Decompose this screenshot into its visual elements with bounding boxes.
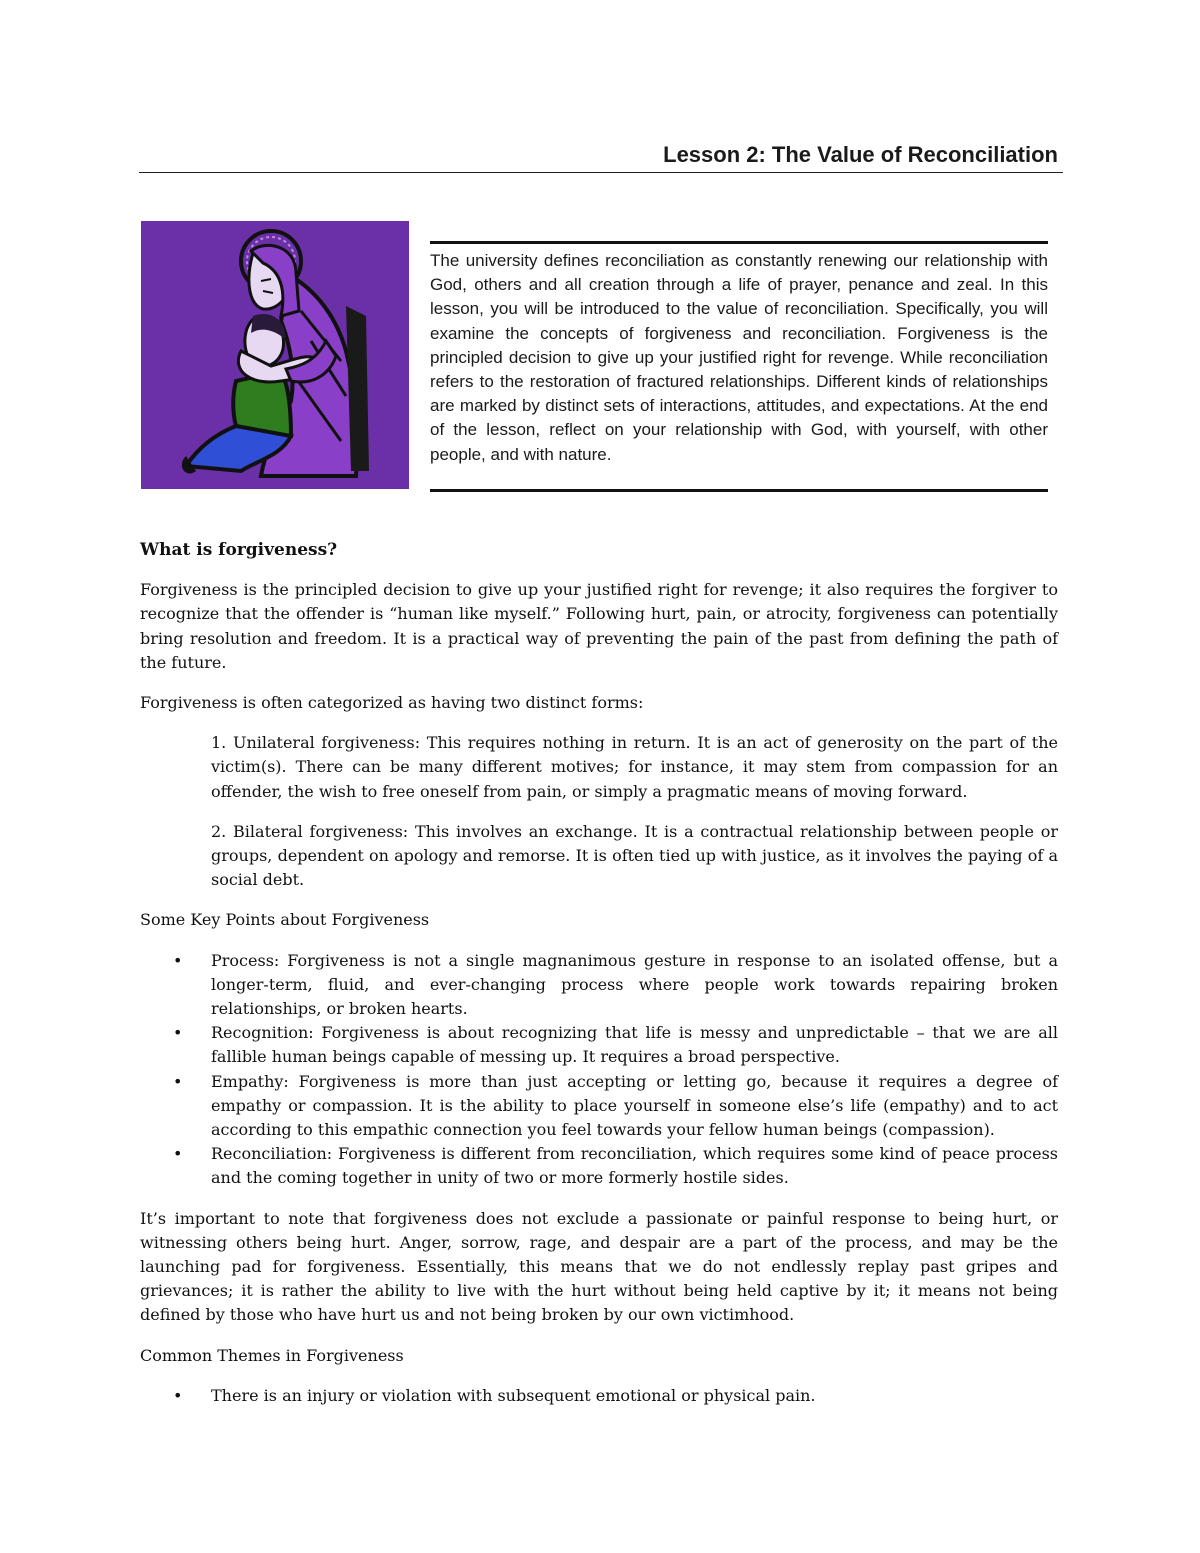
intro-box <box>430 241 1048 492</box>
numbered-item: 2. Bilateral forgiveness: This involves an exchange. It is a contractual relationship between people or groups, dependent on apology and remorse. It is often tied up with justice, as it involves the paying of a social debt. <box>211 821 1058 890</box>
list-item <box>140 949 1058 1022</box>
list-item <box>140 1021 1058 1069</box>
list-item-text: Process: Forgiveness is not a single magnanimous gesture in response to an isolated offense, but a longer-term, fluid, and ever-changing process where people work towards repairing broken relationships, or broken hearts. <box>211 950 1058 1019</box>
list-item-text: Reconciliation: Forgiveness is different from reconciliation, which requires some kind of peace process and the coming together in unity of two or more formerly hostile sides. <box>211 1144 1058 1188</box>
bullet-icon: • <box>173 950 183 970</box>
lesson-title: Lesson 2: The Value of Reconciliation <box>663 142 1058 167</box>
paragraph: It’s important to note that forgiveness does not exclude a passionate or painful response to being hurt, or witnessing others being hurt. Anger, sorrow, rage, and despair are a part of the process, and may be the launching pad for forgiveness. Essentially, this means that we do not endlessly replay past gripes and grievances; it is rather the ability to live with the hurt without being held captive by it; it means not being defined by those who have hurt us and not being broken by our own victimhood. <box>140 1208 1058 1325</box>
paragraph: Forgiveness is the principled decision to give up your justified right for revenge; it also requires the forgiver to recognize that the offender is “human like myself.” Following hurt, pain, or atrocity, forgiveness can potentially bring resolution and freedom. It is a practical way of preventing the pain of the past from defining the path of the future. <box>140 580 1058 672</box>
bullet-icon: • <box>173 1385 183 1405</box>
list-item-text: Empathy: Forgiveness is more than just accepting or letting go, because it requires a degree of empathy or compassion. It is the ability to place yourself in someone else’s life (empathy) and to act according to this empathic connection you feel towards your fellow human beings (compassion). <box>211 1071 1058 1140</box>
intro-text: The university defines reconciliation as constantly renewing our relationship with God, others and all creation through a life of prayer, penance and zeal. In this lesson, you will be introduced to the value of reconciliation. Specifically, you will examine the concepts of forgiveness and reconciliation. Forgiveness is the principled decision to give up your justified right for revenge. While reconciliation refers to the restoration of fractured relationships. Different kinds of relationships are marked by distinct sets of interactions, attitudes, and expectations. At the end of the lesson, reflect on your relationship with God, with yourself, with other people, and with nature. <box>430 251 1048 464</box>
numbered-item: 1. Unilateral forgiveness: This requires nothing in return. It is an act of generosity on the part of the victim(s). There can be many different motives; for instance, it may stem from compassion for an offender, the wish to free oneself from pain, or simply a pragmatic means of moving forward. <box>211 733 1058 801</box>
section-heading: What is forgiveness? <box>140 540 338 560</box>
embrace-illustration <box>141 221 409 489</box>
subheading: Some Key Points about Forgiveness <box>140 910 430 930</box>
bullet-icon: • <box>173 1071 183 1091</box>
list-item <box>140 1384 1058 1408</box>
bullet-icon: • <box>173 1023 183 1043</box>
header-rule <box>139 172 1063 173</box>
list-item-text: There is an injury or violation with subsequent emotional or physical pain. <box>211 1385 816 1405</box>
themes-list <box>140 1384 1058 1408</box>
lesson-body <box>140 538 1058 1424</box>
subheading: Common Themes in Forgiveness <box>140 1345 404 1365</box>
paragraph: Forgiveness is often categorized as having two distinct forms: <box>140 693 644 713</box>
list-item <box>140 1142 1058 1190</box>
key-points-list <box>140 949 1058 1191</box>
bullet-icon: • <box>173 1144 183 1164</box>
list-item-text: Recognition: Forgiveness is about recognizing that life is messy and unpredictable – that we are all fallible human beings capable of messing up. It requires a broad perspective. <box>211 1023 1058 1067</box>
list-item <box>140 1070 1058 1143</box>
